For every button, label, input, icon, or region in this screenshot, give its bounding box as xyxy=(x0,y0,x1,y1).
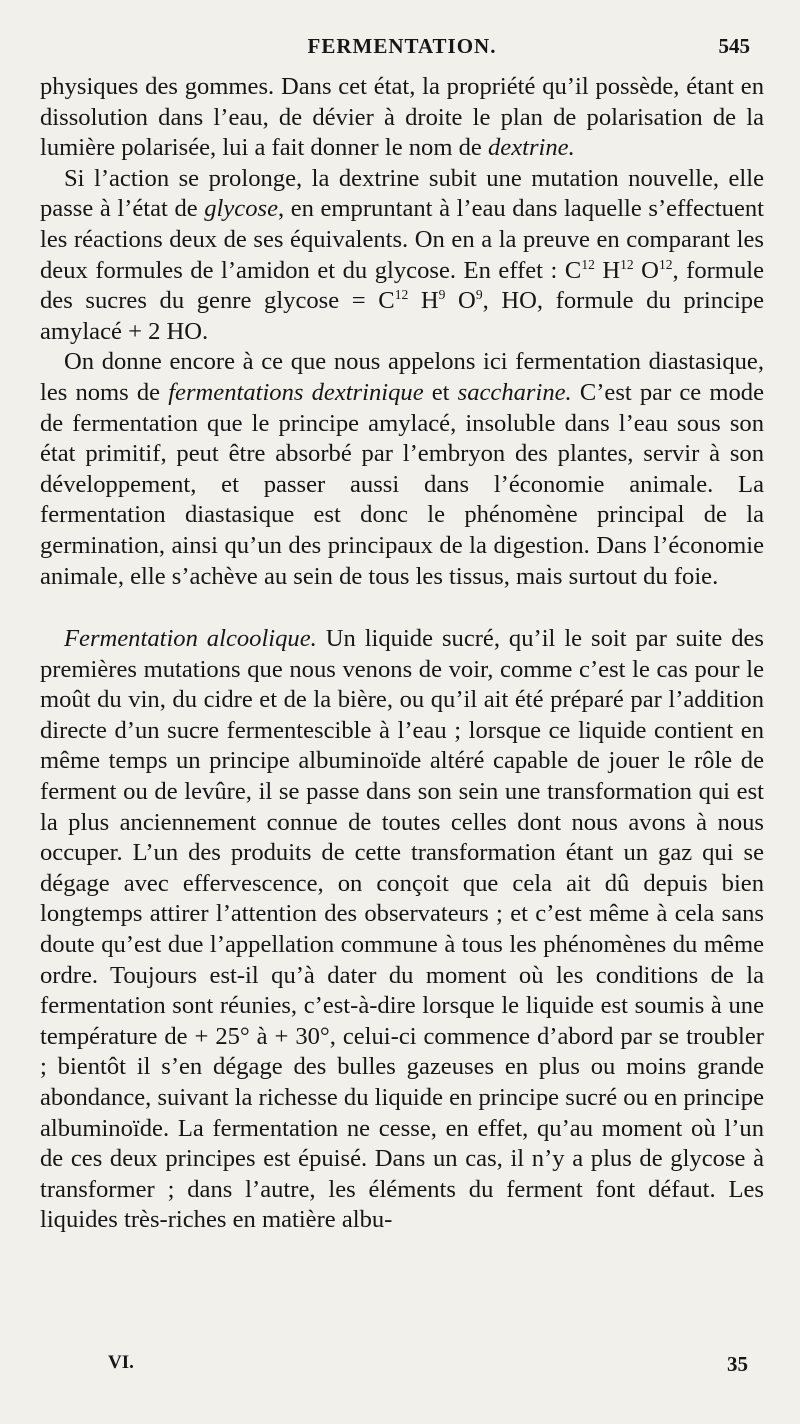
text-run: , formule des sucres du genre glycose = C xyxy=(40,256,764,315)
running-title: FERMENTATION. xyxy=(307,34,497,58)
paragraph xyxy=(40,164,764,348)
italic-run: fermentations dextrinique xyxy=(168,378,424,406)
superscript: 9 xyxy=(475,286,483,302)
paragraph xyxy=(40,347,764,592)
signature-mark: VI. xyxy=(108,1352,134,1373)
italic-run: dextrine. xyxy=(488,134,575,162)
section-gap xyxy=(40,592,764,624)
text-run: O xyxy=(633,256,659,284)
superscript: 12 xyxy=(620,256,634,272)
text-run: Si l’action se prolonge, la dextrine subit une mutation nouvelle, elle passe à l’état de xyxy=(40,164,764,223)
superscript: 12 xyxy=(658,256,673,272)
paragraph xyxy=(40,72,764,164)
italic-run: saccharine. xyxy=(457,378,572,406)
text-run: et xyxy=(423,378,458,406)
text-run: H xyxy=(594,256,621,284)
text-run: C’est par ce mode de fermentation que le principe amylacé, insoluble dans l’eau sous son état primitif, peut être absorbé par l’embryon des plantes, servir à son développement, et passer aussi dans l’économie animale. La fermentation diastasique est donc le phénomène principal de la germination, ainsi qu’un des principaux de la digestion. Dans l’économie animale, elle s’achève au sein de tous les tissus, mais surtout du foie. xyxy=(40,378,764,590)
page-footer xyxy=(108,1352,748,1392)
text-run: , HO, formule du principe amylacé + 2 HO. xyxy=(40,287,764,345)
page-content xyxy=(40,24,764,1236)
paragraph xyxy=(40,624,764,1236)
page-number: 545 xyxy=(718,34,750,58)
page-header xyxy=(40,24,764,72)
superscript: 12 xyxy=(581,256,595,272)
superscript: 12 xyxy=(394,286,409,302)
italic-run: glycose xyxy=(204,195,278,223)
body-text xyxy=(40,72,764,1236)
text-run: On donne encore à ce que nous appelons ici fermentation diastasique, les noms de xyxy=(40,348,764,406)
text-run: O xyxy=(445,287,476,315)
text-run: physiques des gommes. Dans cet état, la propriété qu’il possède, étant en dissolution dans l’eau, de dévier à droite le plan de polarisation de la lumière polarisée, lui a fait donner le nom de xyxy=(40,73,764,162)
superscript: 9 xyxy=(438,286,446,302)
text-run: , en empruntant à l’eau dans laquelle s’effectuent les réactions deux de ses équivalents. On en a la preuve en comparant les deux formules de l’amidon et du glycose. En effet : C xyxy=(40,195,764,284)
folio-number: 35 xyxy=(727,1352,748,1376)
text-run: H xyxy=(408,287,439,315)
italic-run: Fermentation alcoolique. xyxy=(64,625,317,653)
text-run: Un liquide sucré, qu’il le soit par suite des premières mutations que nous venons de voir, comme c’est le cas pour le moût du vin, du cidre et de la bière, ou qu’il ait été préparé par l’addition directe d’un sucre fermentescible à l’eau ; lorsque ce liquide contient en même temps un principe albuminoïde altéré capable de jouer le rôle de ferment ou de levûre, il se passe dans son sein une transformation qui est la plus anciennement connue de toutes celles dont nous avons à nous occuper. L’un des produits de cette transformation étant un gaz qui se dégage avec effervescence, on conçoit que cela ait dû depuis bien longtemps attirer l’attention des observateurs ; et c’est même à cela sans doute qu’est due l’appellation commune à tous les phénomènes du même ordre. Toujours est-il qu’à dater du moment où les conditions de la fermentation sont réunies, c’est-à-dire lorsque le liquide est soumis à une température de + 25° à + 30°, celui-ci commence d’abord par se troubler ; bientôt il s’en dégage des bulles gazeuses en plus ou moins grande abondance, suivant la richesse du liquide en principe sucré ou en principe albuminoïde. La fermentation ne cesse, en effet, qu’au moment où l’un de ces deux principes est épuisé. Dans un cas, il n’y a plus de glycose à transformer ; dans l’autre, les éléments du ferment font défaut. Les liquides très-riches en matière albu- xyxy=(40,625,764,1234)
